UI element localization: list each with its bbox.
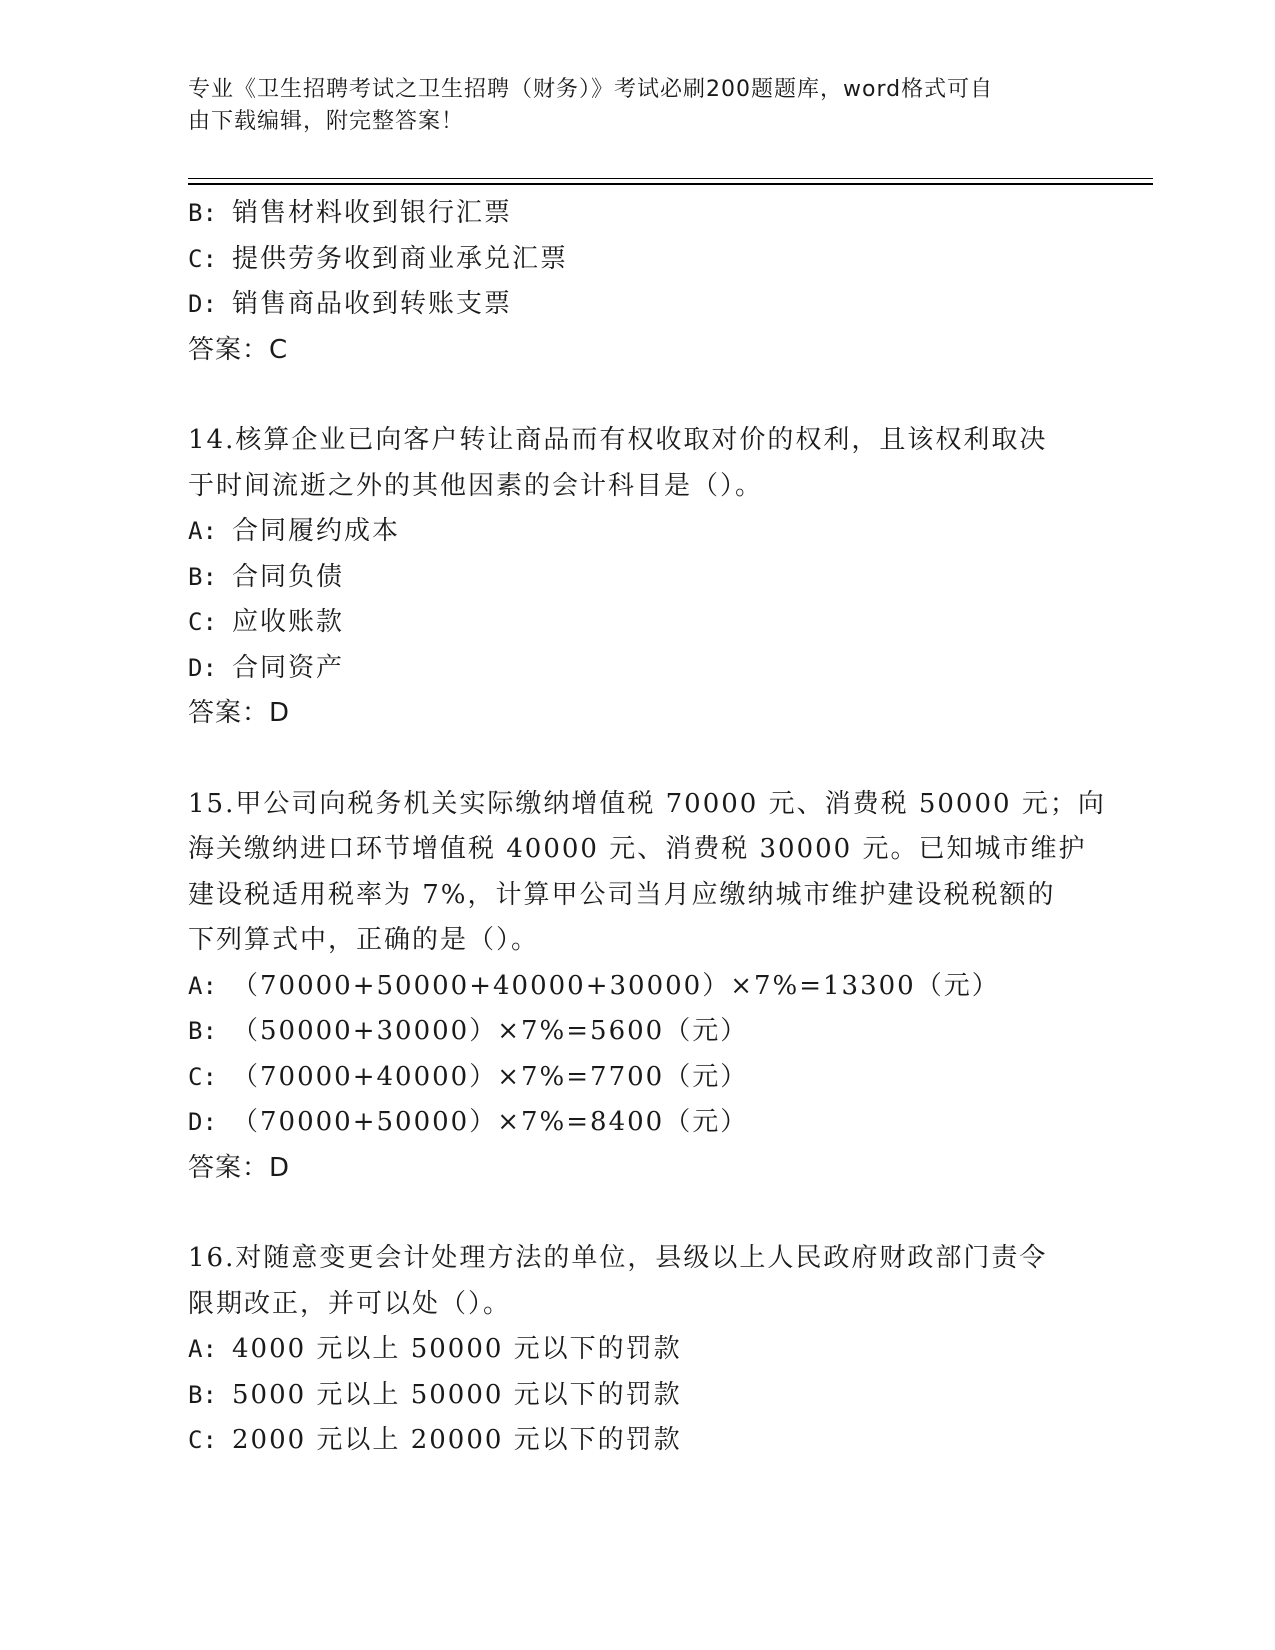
option-label: A:: [188, 517, 217, 545]
option-label: B:: [188, 199, 217, 227]
option-text: 2000 元以上 20000 元以下的罚款: [232, 1425, 682, 1455]
option-label: A:: [188, 1335, 217, 1363]
question-13: [188, 191, 1088, 373]
option-text: （70000+40000）×7%=7700（元）: [232, 1061, 749, 1092]
question-16: [188, 1236, 1088, 1464]
option-c: [188, 600, 1088, 646]
option-label: B:: [188, 1017, 217, 1045]
option-text: 应收账款: [232, 607, 345, 637]
option-text: 销售商品收到转账支票: [232, 289, 513, 319]
question-stem-line: 于时间流逝之外的其他因素的会计科目是（）。: [188, 470, 764, 501]
question-stem-line: 16.对随意变更会计处理方法的单位，县级以上人民政府财政部门责令: [188, 1243, 1048, 1273]
question-stem-line: 海关缴纳进口环节增值税 40000 元、消费税 30000 元。已知城市维护: [188, 834, 1087, 864]
option-d: [188, 646, 1088, 692]
option-text: 4000 元以上 50000 元以下的罚款: [232, 1334, 682, 1364]
option-label: C:: [188, 1062, 217, 1091]
option-label: D:: [188, 1108, 217, 1136]
option-label: A:: [188, 971, 217, 1000]
question-stem-line: 限期改正，并可以处（）。: [188, 1288, 512, 1319]
answer-line: 答案：C: [188, 334, 289, 365]
option-c: [188, 1055, 1088, 1101]
header-line-1: 专业《卫生招聘考试之卫生招聘（财务）》考试必刷200题题库，word格式可自: [188, 77, 994, 102]
option-label: D:: [188, 290, 217, 318]
question-stem-line: 15.甲公司向税务机关实际缴纳增值税 70000 元、消费税 50000 元；向: [188, 788, 1106, 819]
option-label: C:: [188, 608, 217, 636]
option-b: [188, 555, 1088, 601]
option-d: [188, 1100, 1088, 1146]
option-text: 5000 元以上 50000 元以下的罚款: [232, 1379, 682, 1410]
header-line-2: 由下载编辑，附完整答案！: [188, 109, 465, 134]
option-label: B:: [188, 562, 217, 591]
option-text: 合同履约成本: [232, 516, 401, 546]
header-divider-bottom: [188, 183, 1153, 185]
page-header: [188, 74, 1068, 138]
option-text: 提供劳务收到商业承兑汇票: [232, 243, 569, 274]
option-d: [188, 282, 1088, 328]
option-a: [188, 509, 1088, 555]
option-label: B:: [188, 1380, 217, 1409]
option-text: 合同资产: [232, 652, 345, 683]
option-label: C:: [188, 1426, 217, 1454]
option-text: （50000+30000）×7%=5600（元）: [232, 1016, 749, 1046]
answer-line: 答案：D: [188, 1152, 291, 1183]
spacer: [188, 737, 1088, 782]
option-a: [188, 964, 1088, 1010]
option-text: （70000+50000+40000+30000）×7%=13300（元）: [232, 970, 1000, 1001]
option-text: 销售材料收到银行汇票: [232, 198, 513, 228]
spacer: [188, 373, 1088, 418]
option-label: C:: [188, 244, 217, 273]
question-14: [188, 418, 1088, 737]
option-text: （70000+50000）×7%=8400（元）: [232, 1107, 749, 1137]
header-divider-top: [188, 178, 1153, 179]
option-label: D:: [188, 653, 217, 682]
option-text: 合同负债: [232, 561, 345, 592]
question-list: [188, 191, 1106, 1464]
question-stem-line: 下列算式中，正确的是（）。: [188, 925, 540, 955]
option-c: [188, 1418, 1088, 1464]
spacer: [188, 1191, 1088, 1236]
option-b: [188, 1009, 1088, 1055]
option-b: [188, 191, 1088, 237]
option-a: [188, 1327, 1088, 1373]
answer-line: 答案：D: [188, 698, 291, 728]
question-stem-line: 14.核算企业已向客户转让商品而有权收取对价的权利，且该权利取决: [188, 425, 1048, 455]
question-15: [188, 782, 1106, 1192]
option-b: [188, 1373, 1088, 1419]
question-stem-line: 建设税适用税率为 7%，计算甲公司当月应缴纳城市维护建设税税额的: [188, 879, 1056, 910]
option-c: [188, 237, 1088, 283]
